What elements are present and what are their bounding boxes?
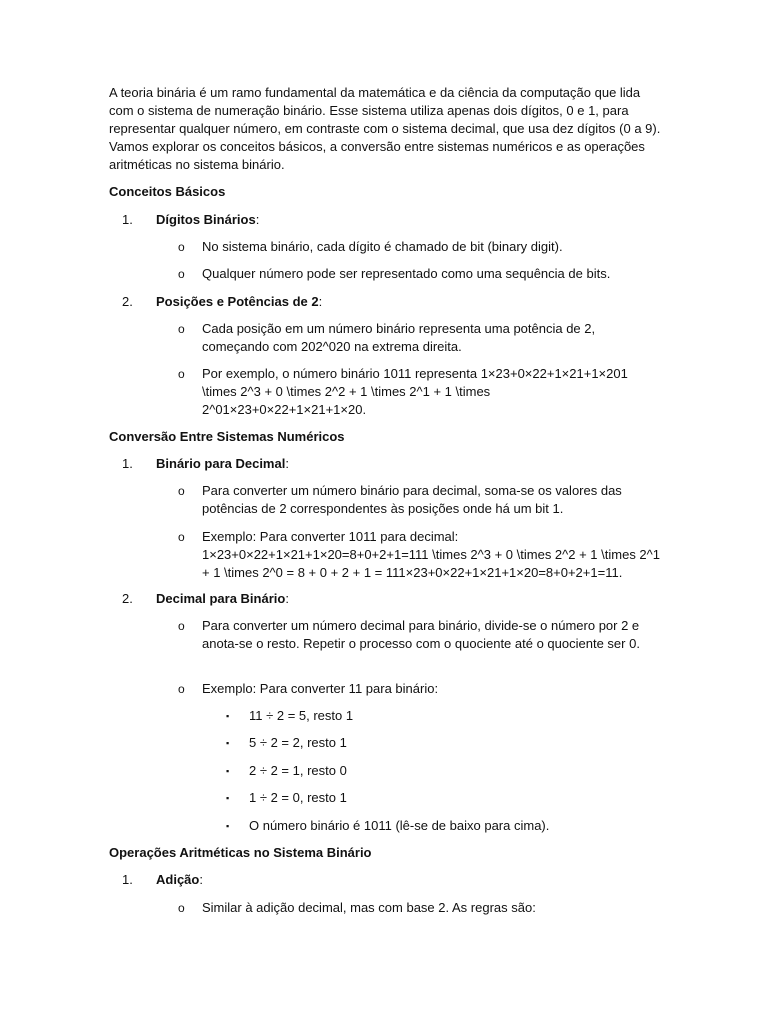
square-bullet-marker: ▪ <box>226 793 230 803</box>
list-number: 2. <box>122 294 133 309</box>
bullet-item <box>178 899 663 917</box>
bullet-text: Para converter um número binário para decimal, soma-se os valores das potências de 2 correspondentes às posições onde há um bit 1. <box>202 483 622 516</box>
bullet-text: Por exemplo, o número binário 1011 representa 1×23+0×22+1×21+1×201 \times 2^3 + 0 \times 2^2 + 1 \times 2^1 + 1 \times 2^01×23+0×22+1×21+1×20. <box>202 366 628 417</box>
bullet-marker: o <box>178 367 185 381</box>
list-item-suffix: : <box>285 591 289 606</box>
bullet-text: Similar à adição decimal, mas com base 2. As regras são: <box>202 900 536 915</box>
list-number: 1. <box>122 456 133 471</box>
section-heading: Conceitos Básicos <box>109 184 226 199</box>
bullet-item <box>178 320 633 356</box>
sub-bullet-text: 11 ÷ 2 = 5, resto 1 <box>249 708 354 723</box>
bullet-marker: o <box>178 322 185 336</box>
bullet-item <box>178 265 663 283</box>
bullet-marker: o <box>178 530 185 544</box>
square-bullet-marker: ▪ <box>226 766 230 776</box>
list-item-suffix: : <box>285 456 289 471</box>
square-bullet-marker: ▪ <box>226 711 230 721</box>
list-number: 1. <box>122 212 133 227</box>
bullet-text: No sistema binário, cada dígito é chamado de bit (binary digit). <box>202 239 563 254</box>
list-item-suffix: : <box>199 872 203 887</box>
bullet-marker: o <box>178 682 185 696</box>
bullet-marker: o <box>178 240 185 254</box>
sub-bullet-item <box>226 734 666 752</box>
sub-bullet-item <box>226 762 666 780</box>
list-item-suffix: : <box>318 294 323 309</box>
list-item <box>109 211 669 229</box>
list-item-label: Dígitos Binários <box>156 212 256 227</box>
list-item-label: Binário para Decimal <box>156 456 286 471</box>
list-item <box>109 590 669 608</box>
list-item-label: Decimal para Binário <box>156 591 286 606</box>
bullet-marker: o <box>178 484 185 498</box>
list-item <box>109 293 669 311</box>
bullet-text: Qualquer número pode ser representado como uma sequência de bits. <box>202 266 611 281</box>
bullet-text: Cada posição em um número binário representa uma potência de 2, começando com 202^020 na extrema direita. <box>202 321 596 354</box>
list-item <box>109 871 669 889</box>
sub-bullet-item <box>226 789 666 807</box>
list-number: 1. <box>122 872 133 887</box>
list-item-label: Posições e Potências de 2 <box>156 294 319 309</box>
bullet-marker: o <box>178 267 185 281</box>
list-item <box>109 455 669 473</box>
sub-bullet-item <box>226 817 666 835</box>
bullet-item <box>178 617 663 653</box>
list-item-suffix: : <box>255 212 260 227</box>
square-bullet-marker: ▪ <box>226 738 230 748</box>
sub-bullet-text: 5 ÷ 2 = 2, resto 1 <box>249 735 347 750</box>
bullet-item <box>178 680 663 698</box>
section-heading: Operações Aritméticas no Sistema Binário <box>109 845 372 860</box>
bullet-item <box>178 528 663 582</box>
bullet-item <box>178 365 648 419</box>
bullet-item <box>178 482 648 518</box>
intro-paragraph: A teoria binária é um ramo fundamental da matemática e da ciência da computação que lida com o sistema de numeração binário. Esse sistema utiliza apenas dois dígitos, 0 e 1, para representar qualquer número, em contraste com o sistema decimal, que usa dez dígitos (0 a 9). Vamos explorar os conceitos básicos, a conversão entre sistemas numéricos e as operações aritméticas no sistema binário. <box>109 85 661 172</box>
section-heading: Conversão Entre Sistemas Numéricos <box>109 429 345 444</box>
list-item-label: Adição <box>156 872 200 887</box>
bullet-marker: o <box>178 619 185 633</box>
list-number: 2. <box>122 591 133 606</box>
square-bullet-marker: ▪ <box>226 821 230 831</box>
sub-bullet-text: O número binário é 1011 (lê-se de baixo para cima). <box>249 818 550 833</box>
bullet-text: Exemplo: Para converter 11 para binário: <box>202 681 439 696</box>
sub-bullet-text: 1 ÷ 2 = 0, resto 1 <box>249 790 347 805</box>
bullet-item <box>178 238 663 256</box>
bullet-marker: o <box>178 901 185 915</box>
sub-bullet-item <box>226 707 666 725</box>
sub-bullet-text: 2 ÷ 2 = 1, resto 0 <box>249 763 347 778</box>
bullet-text: Exemplo: Para converter 1011 para decimal: 1×23+0×22+1×21+1×20=8+0+2+1=111 \times 2^3 + 0 \times 2^2 + 1 \times 2^1 + 1 \times 2^0 = 8 + 0 + 2 + 1 = 111×23+0×22+1×21+1×20=8+0+2+1=11. <box>202 529 660 580</box>
bullet-text: Para converter um número decimal para binário, divide-se o número por 2 e anota-se o resto. Repetir o processo com o quociente até o quociente ser 0. <box>202 618 640 651</box>
